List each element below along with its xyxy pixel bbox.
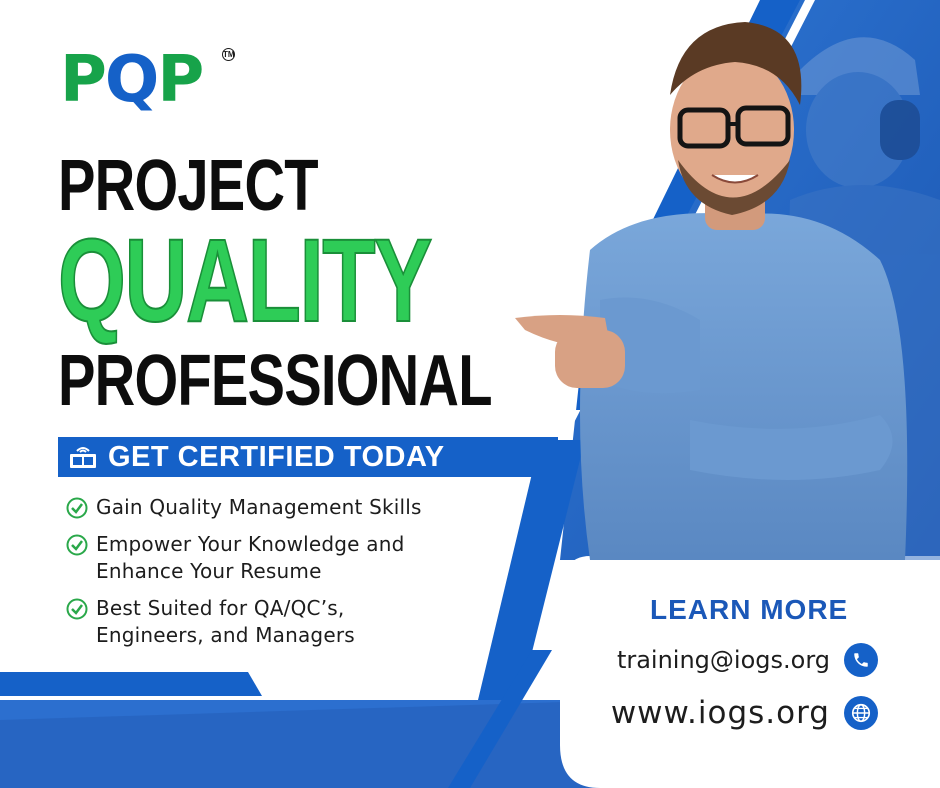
benefit-line: Enhance Your Resume [96, 559, 322, 583]
check-circle-icon [66, 534, 88, 556]
headline-line-3: PROFESSIONAL [58, 341, 492, 421]
accent-bar [0, 672, 262, 696]
email-address[interactable]: training@iogs.org [616, 646, 830, 674]
list-item [66, 494, 486, 521]
website-contact[interactable] [611, 695, 878, 731]
headline-line-1: PROJECT [58, 146, 318, 226]
benefit-text [96, 494, 422, 521]
logo-letter-q: Q [104, 43, 158, 117]
logo-letter-p2: P [157, 43, 203, 117]
learn-more-link[interactable]: LEARN MORE [650, 594, 849, 625]
headline-line-2: QUALITY [58, 215, 431, 347]
certified-banner [58, 437, 558, 477]
benefit-line: Empower Your Knowledge and [96, 532, 405, 556]
check-circle-icon [66, 497, 88, 519]
benefit-text [96, 595, 355, 649]
benefit-line: Engineers, and Managers [96, 623, 355, 647]
check-circle-icon [66, 598, 88, 620]
benefit-text [96, 531, 404, 585]
banner-text: GET CERTIFIED TODAY [108, 440, 445, 473]
website-url[interactable]: www.iogs.org [610, 695, 830, 731]
list-item [66, 531, 486, 585]
benefits-list [66, 494, 486, 659]
list-item [66, 595, 486, 649]
benefit-line: Gain Quality Management Skills [96, 495, 422, 519]
logo-letter-p1: P [60, 43, 105, 117]
certificate-board-icon [66, 443, 100, 471]
trademark-mark: TM [223, 50, 235, 59]
phone-icon [844, 643, 878, 677]
brand-logo [60, 43, 203, 117]
globe-icon [844, 696, 878, 730]
email-contact[interactable] [617, 643, 878, 677]
benefit-line: Best Suited for QA/QC’s, [96, 596, 345, 620]
